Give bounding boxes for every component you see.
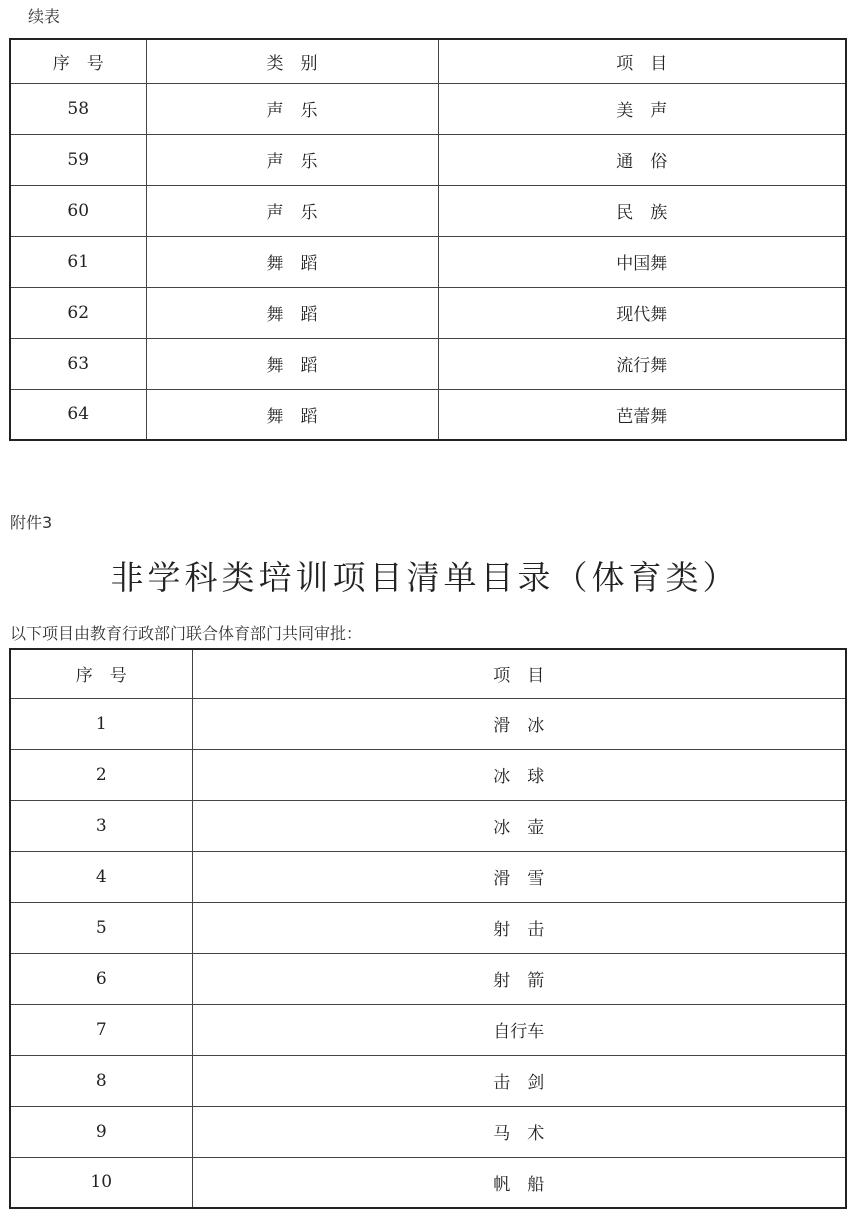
art-items-table [9,38,847,441]
sports-items-table [9,648,847,1209]
header-item: 项 目 [438,39,846,83]
serial-cell: 63 [10,338,146,389]
serial-cell: 7 [10,1004,192,1055]
serial-cell: 3 [10,800,192,851]
table-row [10,338,846,389]
header-serial: 序 号 [10,649,192,698]
item-cell: 击 剑 [192,1055,846,1106]
item-cell: 自行车 [192,1004,846,1055]
attachment-label: 附件3 [10,513,53,532]
table-row [10,749,846,800]
category-cell: 舞 蹈 [146,287,438,338]
table-row [10,1106,846,1157]
serial-cell: 4 [10,851,192,902]
table-row [10,800,846,851]
continued-label: 续表 [28,7,61,26]
category-cell: 舞 蹈 [146,236,438,287]
item-cell: 冰 球 [192,749,846,800]
table-row [10,851,846,902]
table-row [10,389,846,440]
item-cell: 马 术 [192,1106,846,1157]
table-row [10,1004,846,1055]
category-cell: 声 乐 [146,185,438,236]
serial-cell: 2 [10,749,192,800]
header-item: 项 目 [192,649,846,698]
table-row [10,1157,846,1208]
table-row [10,1055,846,1106]
item-cell: 民 族 [438,185,846,236]
item-cell: 中国舞 [438,236,846,287]
header-category: 类 别 [146,39,438,83]
table-row [10,134,846,185]
serial-cell: 64 [10,389,146,440]
item-cell: 滑 冰 [192,698,846,749]
serial-cell: 62 [10,287,146,338]
table-row [10,287,846,338]
item-cell: 美 声 [438,83,846,134]
table-header-row [10,39,846,83]
serial-cell: 61 [10,236,146,287]
item-cell: 流行舞 [438,338,846,389]
header-serial: 序 号 [10,39,146,83]
category-cell: 声 乐 [146,83,438,134]
item-cell: 帆 船 [192,1157,846,1208]
item-cell: 冰 壶 [192,800,846,851]
item-cell: 射 击 [192,902,846,953]
item-cell: 射 箭 [192,953,846,1004]
table-row [10,902,846,953]
category-cell: 舞 蹈 [146,389,438,440]
table-row [10,698,846,749]
item-cell: 芭蕾舞 [438,389,846,440]
item-cell: 现代舞 [438,287,846,338]
serial-cell: 10 [10,1157,192,1208]
item-cell: 通 俗 [438,134,846,185]
serial-cell: 8 [10,1055,192,1106]
table-row [10,953,846,1004]
page-title: 非学科类培训项目清单目录（体育类） [110,558,740,597]
table-row [10,236,846,287]
serial-cell: 59 [10,134,146,185]
serial-cell: 6 [10,953,192,1004]
serial-cell: 58 [10,83,146,134]
item-cell: 滑 雪 [192,851,846,902]
serial-cell: 5 [10,902,192,953]
serial-cell: 1 [10,698,192,749]
serial-cell: 60 [10,185,146,236]
intro-text: 以下项目由教育行政部门联合体育部门共同审批： [10,624,363,643]
table-row [10,185,846,236]
serial-cell: 9 [10,1106,192,1157]
table-header-row [10,649,846,698]
category-cell: 声 乐 [146,134,438,185]
category-cell: 舞 蹈 [146,338,438,389]
table-row [10,83,846,134]
